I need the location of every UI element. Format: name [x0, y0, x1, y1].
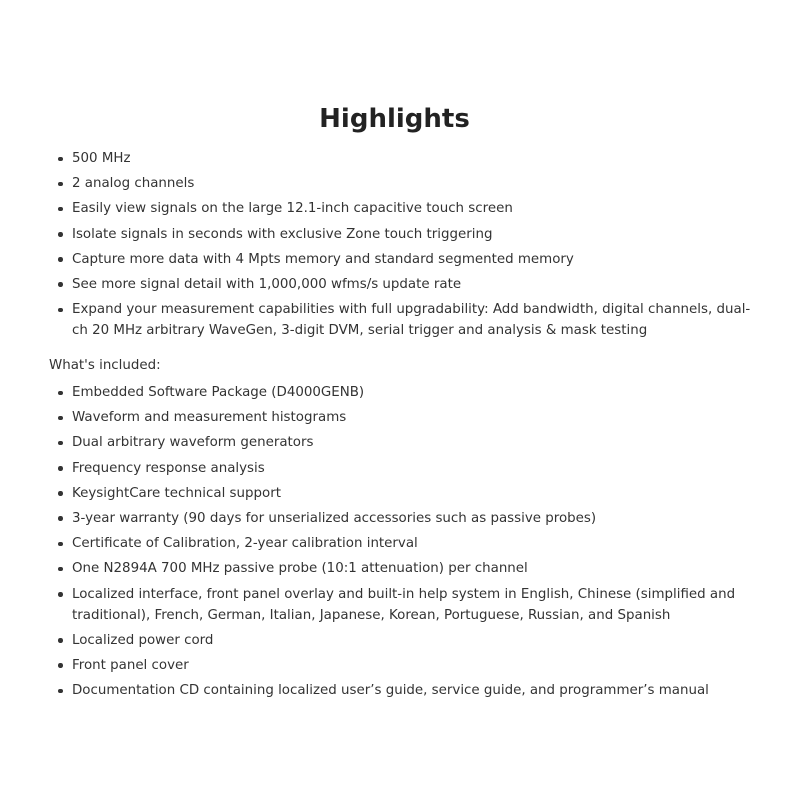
highlight-item: 2 analog channels — [58, 173, 758, 194]
page-title: Highlights — [319, 104, 470, 134]
included-item: 3-year warranty (90 days for unserialized accessories such as passive probes) — [58, 508, 758, 529]
included-list — [58, 382, 758, 705]
included-item: Embedded Software Package (D4000GENB) — [58, 382, 758, 403]
highlight-item: Capture more data with 4 Mpts memory and standard segmented memory — [58, 249, 758, 270]
included-heading: What's included: — [49, 358, 161, 373]
included-item: Localized power cord — [58, 630, 758, 651]
included-item: One N2894A 700 MHz passive probe (10:1 attenuation) per channel — [58, 558, 758, 579]
included-item: Waveform and measurement histograms — [58, 407, 758, 428]
highlight-item: Expand your measurement capabilities with full upgradability: Add bandwidth, digital channels, dual-ch 20 MHz arbitrary WaveGen, 3-digit DVM, serial trigger and analysis & mask testing — [58, 299, 758, 341]
included-item: Dual arbitrary waveform generators — [58, 432, 758, 453]
highlight-item: 500 MHz — [58, 148, 758, 169]
included-item: KeysightCare technical support — [58, 483, 758, 504]
highlight-item: Isolate signals in seconds with exclusive Zone touch triggering — [58, 224, 758, 245]
included-item: Frequency response analysis — [58, 458, 758, 479]
highlights-list — [58, 148, 758, 345]
included-item: Front panel cover — [58, 655, 758, 676]
highlight-item: See more signal detail with 1,000,000 wfms/s update rate — [58, 274, 758, 295]
included-item: Documentation CD containing localized user’s guide, service guide, and programmer’s manual — [58, 680, 758, 701]
included-item: Localized interface, front panel overlay and built-in help system in English, Chinese (simplified and traditional), French, German, Italian, Japanese, Korean, Portuguese, Russian, and Spanish — [58, 584, 758, 626]
highlight-item: Easily view signals on the large 12.1-inch capacitive touch screen — [58, 198, 758, 219]
included-item: Certificate of Calibration, 2-year calibration interval — [58, 533, 758, 554]
